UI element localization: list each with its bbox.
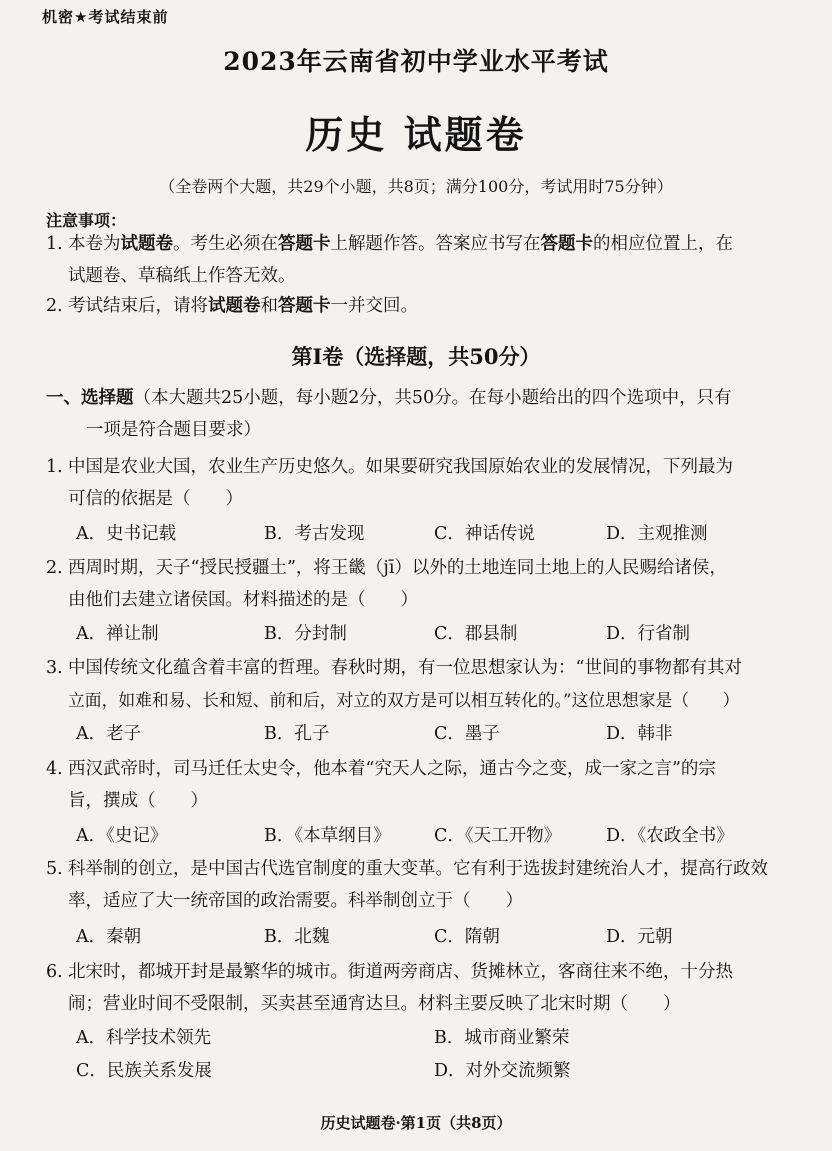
- question-1-options: [76, 518, 796, 550]
- page-footer: 历史试题卷·第1页（共8页）: [320, 1114, 512, 1132]
- option-d: D．《农政全书》: [606, 826, 734, 846]
- option-d: D．主观推测: [606, 524, 708, 544]
- notice-num: 2.: [46, 296, 63, 316]
- notice-text: 的相应位置上，在: [593, 234, 733, 254]
- notice-emph: 答题卡: [278, 234, 331, 254]
- question-text: 由他们去建立诸侯国。材料描述的是（ ）: [68, 590, 418, 610]
- question-6-options-row-2: [76, 1055, 796, 1087]
- option-a: A．秦朝: [76, 927, 142, 947]
- part-desc: 一项是符合题目要求）: [86, 420, 261, 440]
- confidential-mark: 机密★考试结束前: [42, 8, 169, 26]
- question-text: 北宋时，都城开封是最繁华的城市。街道两旁商店、货摊林立，客商往来不绝，十分热: [68, 962, 733, 982]
- question-text: 旨，撰成（ ）: [68, 791, 208, 811]
- paper-title: 历史 试题卷: [305, 112, 527, 157]
- option-c: C．神话传说: [434, 524, 535, 544]
- question-4: [46, 753, 802, 817]
- question-6-options-row-1: [76, 1022, 796, 1054]
- question-1: [46, 451, 802, 515]
- question-5: [46, 853, 802, 917]
- option-b: B．孔子: [264, 724, 330, 744]
- option-a: A．老子: [76, 724, 142, 744]
- option-b: B．考古发现: [264, 524, 365, 544]
- notice-num: 1.: [46, 234, 63, 254]
- option-a: A．《史记》: [76, 826, 168, 846]
- question-2-options: [76, 618, 796, 650]
- notice-text: 试题卷、草稿纸上作答无效。: [68, 266, 296, 286]
- option-c: C．《天工开物》: [434, 826, 562, 846]
- notice-item-1: [46, 228, 802, 292]
- question-num: 1.: [46, 457, 63, 477]
- notice-text: 本卷为: [68, 234, 121, 254]
- question-3: [46, 652, 802, 716]
- section-title: 第Ⅰ卷（选择题，共50分）: [291, 344, 541, 369]
- notice-heading: 注意事项：: [46, 211, 127, 230]
- question-text: 中国传统文化蕴含着丰富的哲理。春秋时期，有一位思想家认为：“世间的事物都有其对: [68, 658, 742, 678]
- part-desc: （本大题共25小题，每小题2分，共50分。在每小题给出的四个选项中，只有: [133, 388, 732, 408]
- question-text: 科举制的创立，是中国古代选官制度的重大变革。它有利于选拔封建统治人才，提高行政效: [68, 859, 768, 879]
- notice-text: 考试结束后，请将: [68, 296, 208, 316]
- option-c: C．郡县制: [434, 624, 518, 644]
- question-3-options: [76, 718, 796, 750]
- question-5-options: [76, 921, 796, 953]
- question-2: [46, 552, 802, 616]
- option-d: D．行省制: [606, 624, 691, 644]
- notice-emph: 试题卷: [120, 234, 173, 254]
- part-heading: 一、选择题: [46, 388, 134, 408]
- question-6: [46, 956, 802, 1020]
- option-a: A．科学技术领先: [76, 1028, 212, 1048]
- question-text: 闹；营业时间不受限制，买卖甚至通宵达旦。材料主要反映了北宋时期（ ）: [68, 994, 681, 1014]
- question-text: 立面，如难和易、长和短、前和后，对立的双方是可以相互转化的。”这位思想家是（ ）: [68, 690, 740, 710]
- notice-emph: 答题卡: [540, 234, 593, 254]
- question-text: 率，适应了大一统帝国的政治需要。科举制创立于（ ）: [68, 891, 523, 911]
- option-c: C．民族关系发展: [76, 1061, 212, 1081]
- option-d: D．韩非: [606, 724, 673, 744]
- option-a: A．禅让制: [76, 624, 159, 644]
- option-b: B．《本草纲目》: [264, 826, 391, 846]
- question-text: 中国是农业大国，农业生产历史悠久。如果要研究我国原始农业的发展情况，下列最为: [68, 457, 733, 477]
- notice-item-2: [46, 290, 802, 322]
- option-d: D．元朝: [606, 927, 673, 947]
- notice-text: 。考生必须在: [173, 234, 278, 254]
- question-num: 5.: [46, 859, 63, 879]
- question-text: 西周时期，天子“授民授疆土”，将王畿（jī）以外的土地连同土地上的人民赐给诸侯，: [68, 558, 727, 578]
- notice-text: 一并交回。: [330, 296, 418, 316]
- exam-info: （全卷两个大题，共29个小题，共8页；满分100分，考试用时75分钟）: [159, 177, 673, 196]
- option-b: B．城市商业繁荣: [434, 1028, 570, 1048]
- question-num: 3.: [46, 658, 63, 678]
- notice-emph: 答题卡: [278, 296, 331, 316]
- question-text: 可信的依据是（ ）: [68, 489, 243, 509]
- option-a: A．史书记载: [76, 524, 177, 544]
- notice-emph: 试题卷: [208, 296, 261, 316]
- question-text: 西汉武帝时，司马迁任太史令，他本着“究天人之际，通古今之变，成一家之言”的宗: [68, 759, 716, 779]
- option-c: C．墨子: [434, 724, 500, 744]
- question-num: 4.: [46, 759, 63, 779]
- option-c: C．隋朝: [434, 927, 500, 947]
- exam-title: 2023年云南省初中学业水平考试: [223, 47, 609, 76]
- question-num: 2.: [46, 558, 63, 578]
- option-d: D．对外交流频繁: [434, 1061, 571, 1081]
- question-num: 6.: [46, 962, 63, 982]
- option-b: B．分封制: [264, 624, 347, 644]
- option-b: B．北魏: [264, 927, 330, 947]
- question-4-options: [76, 820, 796, 852]
- part-instructions: [46, 382, 802, 446]
- notice-text: 和: [260, 296, 278, 316]
- notice-text: 上解题作答。答案应书写在: [330, 234, 541, 254]
